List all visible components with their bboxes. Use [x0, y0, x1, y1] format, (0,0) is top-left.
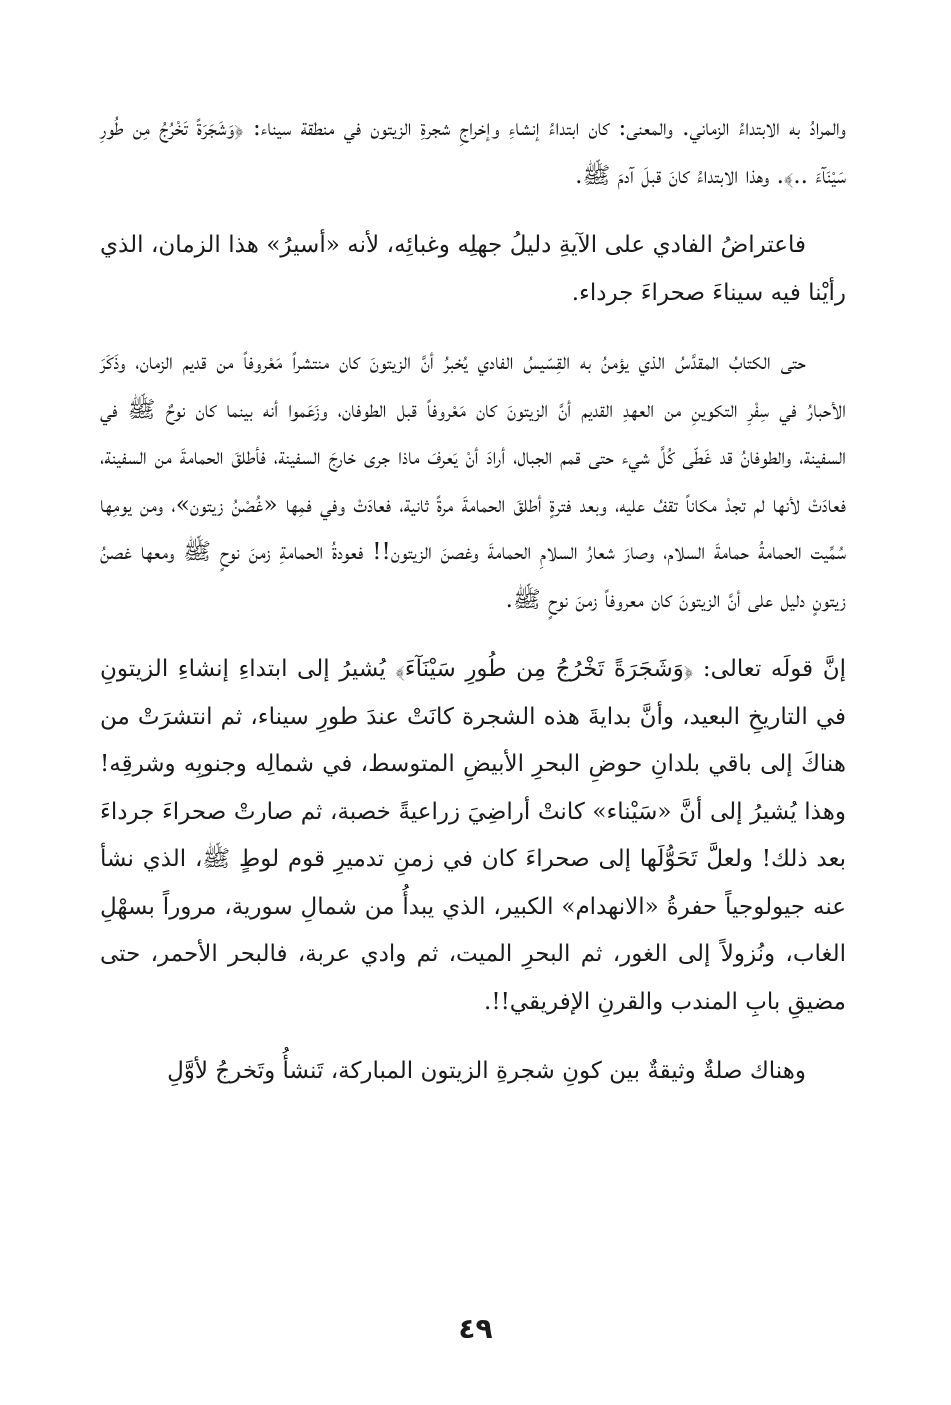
paragraph-5: وهناك صلةٌ وثيقةٌ بين كونِ شجرةِ الزيتون المباركة، تَنشأُ وتَخرجُ لأوَّلِ [167, 1058, 806, 1084]
page-number: ٤٩ [458, 1312, 493, 1345]
paragraph-4: إنَّ قولَه تعالى: ﴿وَشَجَرَةً تَخْرُجُ مِن طُورِ سَيْنَآءَ﴾ يُشيرُ إلى ابتداءِ إنشاءِ الزيتونِ في التاريخِ البعيد، وأنَّ بدايةَ هذه الشجرة كانَتْ عندَ طورِ سيناء، ثم انتشرَتْ من هناكَ إلى باقي بلدانِ حوضِ البحرِ الأبيضِ المتوسط، في شمالِه وجنوبِه وشرقِه! وهذا يُشيرُ إلى أنَّ «سَيْناء» كانتْ أراضِيَ زراعيةً خصبة، ثم صارتْ صحراءَ جرداءَ بعد ذلك! ولعلَّ تَحَوُّلَها إلى صحراءَ كان في زمنِ تدميرِ قوم لوطٍ ﷺ، الذي نشأ عنه جيولوجياً حفرةُ «الانهدام» الكبير، الذي يبدأُ من شمالِ سورية، مروراً بسهْلِ الغاب، ونُزولاً إلى الغور، ثم البحرِ الميت، ثم وادي عربة، فالبحر الأحمر، حتى مضيقِ بابِ المندب والقرنِ الإفريقي!!. [100, 656, 846, 1015]
paragraph-3: حتى الكتابُ المقدَّسُ الذي يؤمنُ به القِسّيسُ الفادي يُخبرُ أنَّ الزيتونَ كان منتشراً مَعْروفاً من قديم الزمان، وذَكَرَ الأحبارُ في سِفْرِ التكوينِ من العهدِ القديم أنَّ الزيتونَ كان مَعْروفاً قبل الطوفان، وزَعَموا أنه بينما كان نوحٌ ﷺ في السفينة، والطوفانُ قد غَطّى كُلَّ شيء حتى قمم الجبال، أرادَ أنْ يَعرفَ ماذا جرى خارجَ السفينة، فأطلقَ الحمامةَ من السفينة، فعادَتْ لأنها لم تجدْ مكاناً تقفُ عليه، وبعد فترةٍ أطلقَ الحمامةَ مرةً ثانية، فعادَتْ وفي فمِها «غُصْنُ زيتون»، ومن يومِها سُمِّيت الحمامةُ حمامةَ السلام، وصارَ شعارُ السلامِ الحمامةَ وغصنَ الزيتون!! فعودةُ الحمامةِ زمنَ نوحٍ ﷺ ومعها غصنُ زيتونٍ دليل على أنَّ الزيتونَ كان معروفاً زمنَ نوحٍ ﷺ. [100, 349, 846, 613]
paragraph-1: والمرادُ به الابتداءُ الزماني. والمعنى: كان ابتداءُ إنشاءِ وإخراجِ شجرةِ الزيتون في منطقة سيناء: ﴿وَشَجَرَةً تَخْرُجُ مِن طُورِ سَيْنَآءَ ..﴾. وهذا الابتداءُ كانَ قبلَ آدمَ ﷺ. [100, 115, 846, 189]
paragraph-2: فاعتراضُ الفادي على الآيةِ دليلُ جهلِه وغبائِه، لأنه «أسيرُ» هذا الزمان، الذي رأيْنا فيه سيناءَ صحراءَ جرداء. [100, 232, 846, 306]
page-body [100, 105, 846, 1118]
